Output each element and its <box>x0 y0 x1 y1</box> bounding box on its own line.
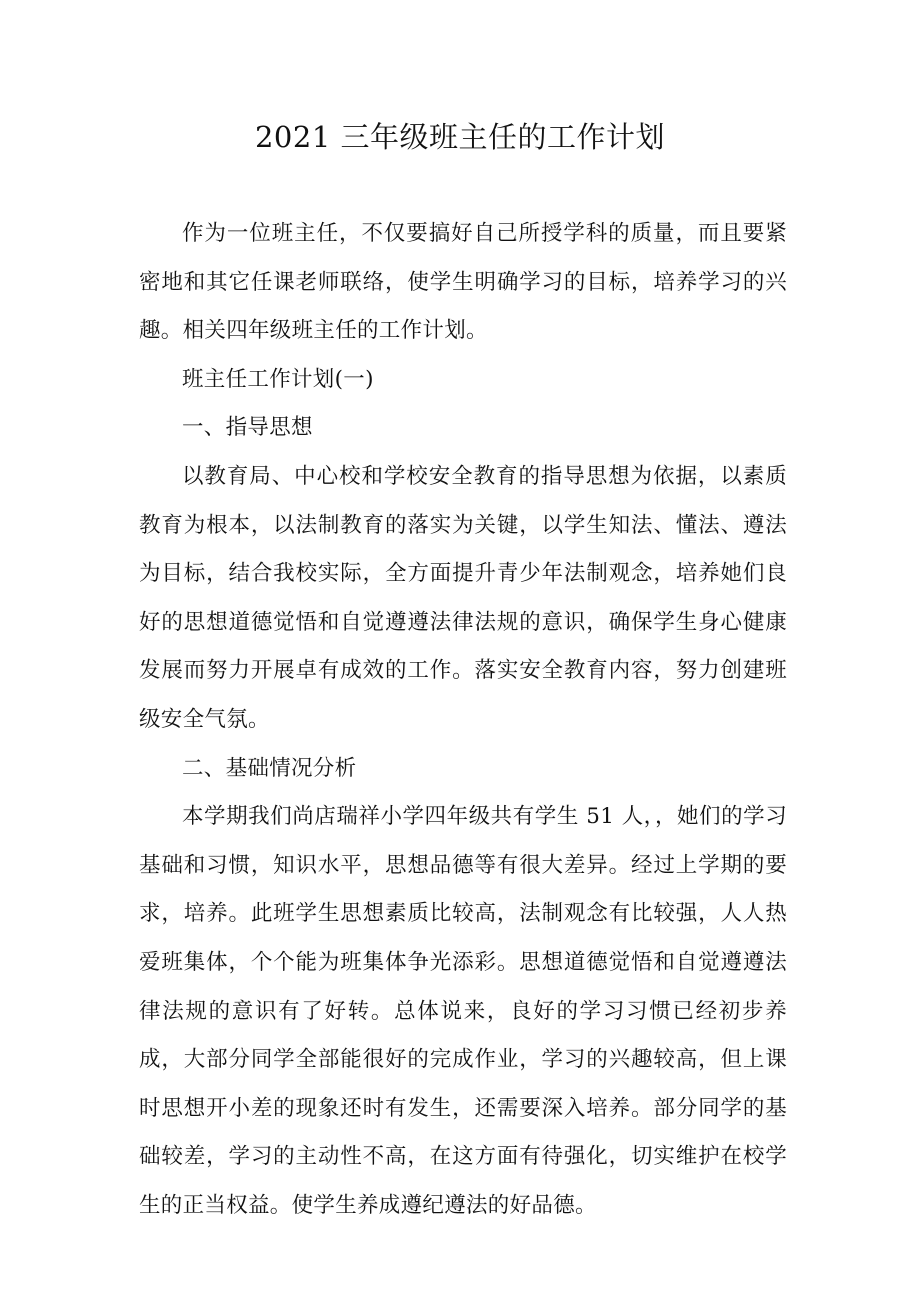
paragraph-basic-analysis: 本学期我们尚店瑞祥小学四年级共有学生 51 人，，她们的学习基础和习惯，知识水平，思想品德等有很大差异。经过上学期的要求，培养。此班学生思想素质比较高，法制观念有比较强，人人热爱班集体，个个能为班集体争光添彩。思想道德觉悟和自觉遵遵法律法规的意识有了好转。总体说来，良好的学习习惯已经初步养成，大部分同学全部能很好的完成作业，学习的兴趣较高，但上课时思想开小差的现象还时有发生，还需要深入培养。部分同学的基础较差，学习的主动性不高，在这方面有待强化，切实维护在校学生的正当权益。使学生养成遵纪遵法的好品德。 <box>139 804 787 1218</box>
section-heading-guiding-thought: 一、指导思想 <box>182 415 313 441</box>
document-body <box>139 210 787 1230</box>
section-heading-plan-one: 班主任工作计划(一) <box>182 366 374 392</box>
paragraph-guiding-thought: 以教育局、中心校和学校安全教育的指导思想为依据，以素质教育为根本，以法制教育的落实为关键，以学生知法、懂法、遵法为目标，结合我校实际，全方面提升青少年法制观念，培养她们良好的思想道德觉悟和自觉遵遵法律法规的意识，确保学生身心健康发展而努力开展卓有成效的工作。落实安全教育内容，努力创建班级安全气氛。 <box>139 463 787 732</box>
document-title: 2021 三年级班主任的工作计划 <box>254 120 666 154</box>
section-heading-basic-analysis: 二、基础情况分析 <box>182 755 357 781</box>
paragraph-intro: 作为一位班主任，不仅要搞好自己所授学科的质量，而且要紧密地和其它任课老师联络，使学生明确学习的目标，培养学习的兴趣。相关四年级班主任的工作计划。 <box>139 221 787 344</box>
